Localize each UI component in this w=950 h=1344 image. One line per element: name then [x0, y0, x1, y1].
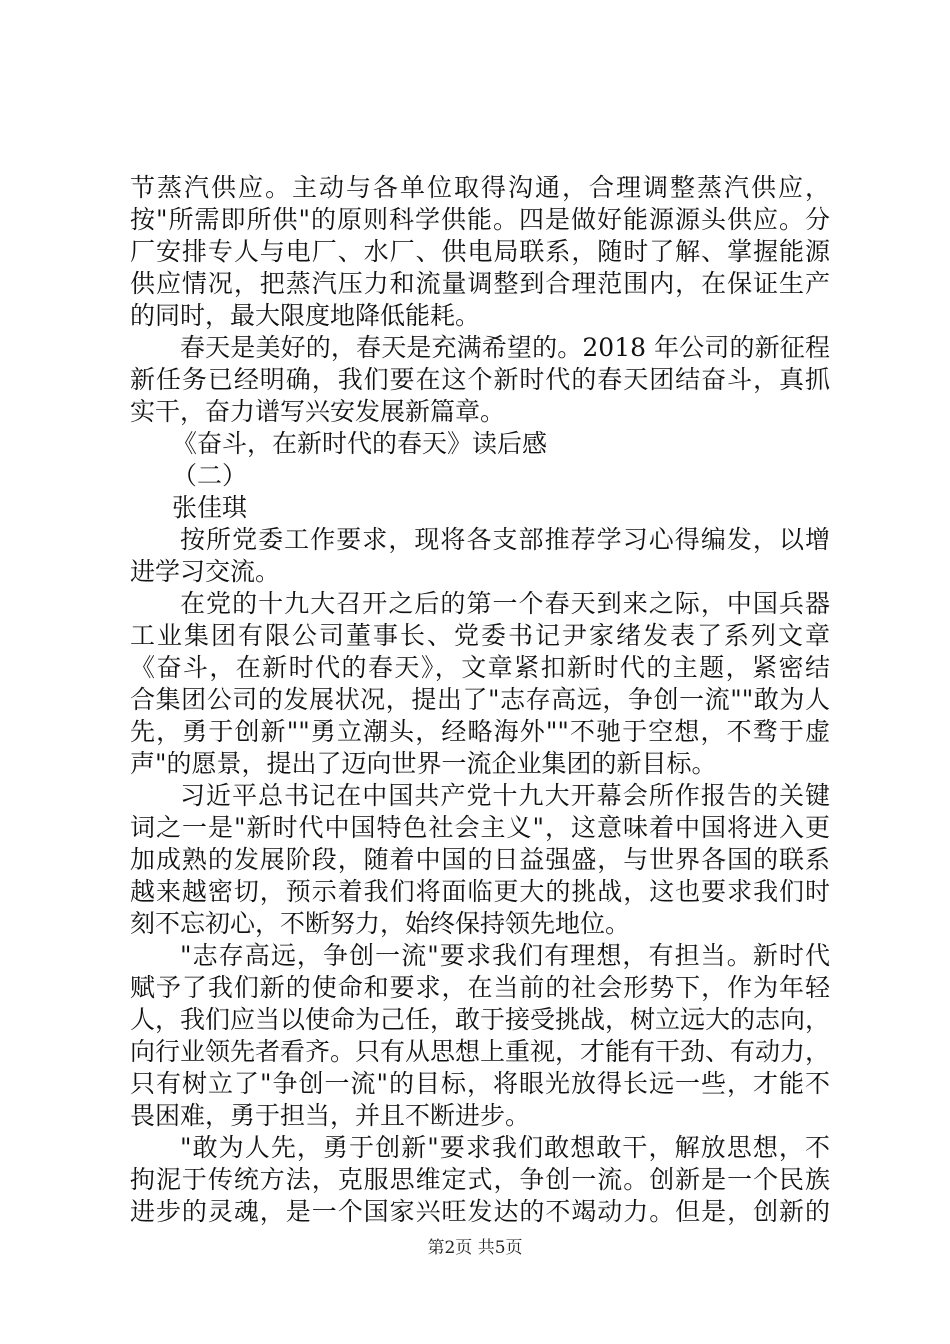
text-line: 人，我们应当以使命为己任，敢于接受挑战，树立远大的志向，: [130, 1005, 830, 1034]
text-line: 合集团公司的发展状况，提出了"志存高远，争创一流""敢为人: [130, 685, 830, 714]
text-line: 拘泥于传统方法，克服思维定式，争创一流。创新是一个民族: [130, 1165, 830, 1194]
text-line: "敢为人先，勇于创新"要求我们敢想敢干，解放思想，不: [180, 1133, 830, 1162]
text-line: 进步的灵魂，是一个国家兴旺发达的不竭动力。但是，创新的: [130, 1197, 830, 1226]
text-line: 词之一是"新时代中国特色社会主义"，这意味着中国将进入更: [130, 813, 830, 842]
text-line: 先，勇于创新""勇立潮头，经略海外""不驰于空想，不骛于虚: [130, 717, 830, 746]
text-line: 按所党委工作要求，现将各支部推荐学习心得编发，以增: [180, 525, 830, 554]
text-line: 春天是美好的，春天是充满希望的。2018 年公司的新征程: [180, 333, 830, 362]
text-line: 实干，奋力谱写兴安发展新篇章。: [130, 397, 506, 426]
text-line: 供应情况，把蒸汽压力和流量调整到合理范围内，在保证生产: [130, 269, 830, 298]
text-line: 在党的十九大召开之后的第一个春天到来之际，中国兵器: [180, 589, 830, 618]
text-line: 习近平总书记在中国共产党十九大开幕会所作报告的关键: [180, 781, 830, 810]
text-line: 的同时，最大限度地降低能耗。: [130, 301, 481, 330]
text-line: 节蒸汽供应。主动与各单位取得沟通，合理调整蒸汽供应，: [130, 173, 830, 202]
text-line: 越来越密切，预示着我们将面临更大的挑战，这也要求我们时: [130, 877, 830, 906]
text-line: 按"所需即所供"的原则科学供能。四是做好能源源头供应。分: [130, 205, 830, 234]
page-footer: 第2页 共5页: [427, 1238, 523, 1258]
text-line: 只有树立了"争创一流"的目标，将眼光放得长远一些，才能不: [130, 1069, 830, 1098]
text-line: 新任务已经明确，我们要在这个新时代的春天团结奋斗，真抓: [130, 365, 830, 394]
text-line: 刻不忘初心，不断努力，始终保持领先地位。: [130, 909, 631, 938]
article-title: 《奋斗，在新时代的春天》读后感: [172, 429, 548, 458]
text-line: 《奋斗，在新时代的春天》，文章紧扣新时代的主题，紧密结: [130, 653, 830, 682]
text-line: "志存高远，争创一流"要求我们有理想，有担当。新时代: [180, 941, 830, 970]
text-line: 进学习交流。: [130, 557, 281, 586]
text-line: 赋予了我们新的使命和要求，在当前的社会形势下，作为年轻: [130, 973, 830, 1002]
article-author: 张佳琪: [172, 493, 248, 522]
article-subtitle: （二）: [172, 461, 248, 490]
text-line: 加成熟的发展阶段，随着中国的日益强盛，与世界各国的联系: [130, 845, 830, 874]
text-line: 畏困难，勇于担当，并且不断进步。: [130, 1101, 531, 1130]
text-line: 声"的愿景，提出了迈向世界一流企业集团的新目标。: [130, 749, 717, 778]
text-line: 向行业领先者看齐。只有从思想上重视，才能有干劲、有动力，: [130, 1037, 830, 1066]
text-line: 工业集团有限公司董事长、党委书记尹家绪发表了系列文章: [130, 621, 830, 650]
document-body: [130, 172, 830, 1228]
text-line: 厂安排专人与电厂、水厂、供电局联系，随时了解、掌握能源: [130, 237, 830, 266]
